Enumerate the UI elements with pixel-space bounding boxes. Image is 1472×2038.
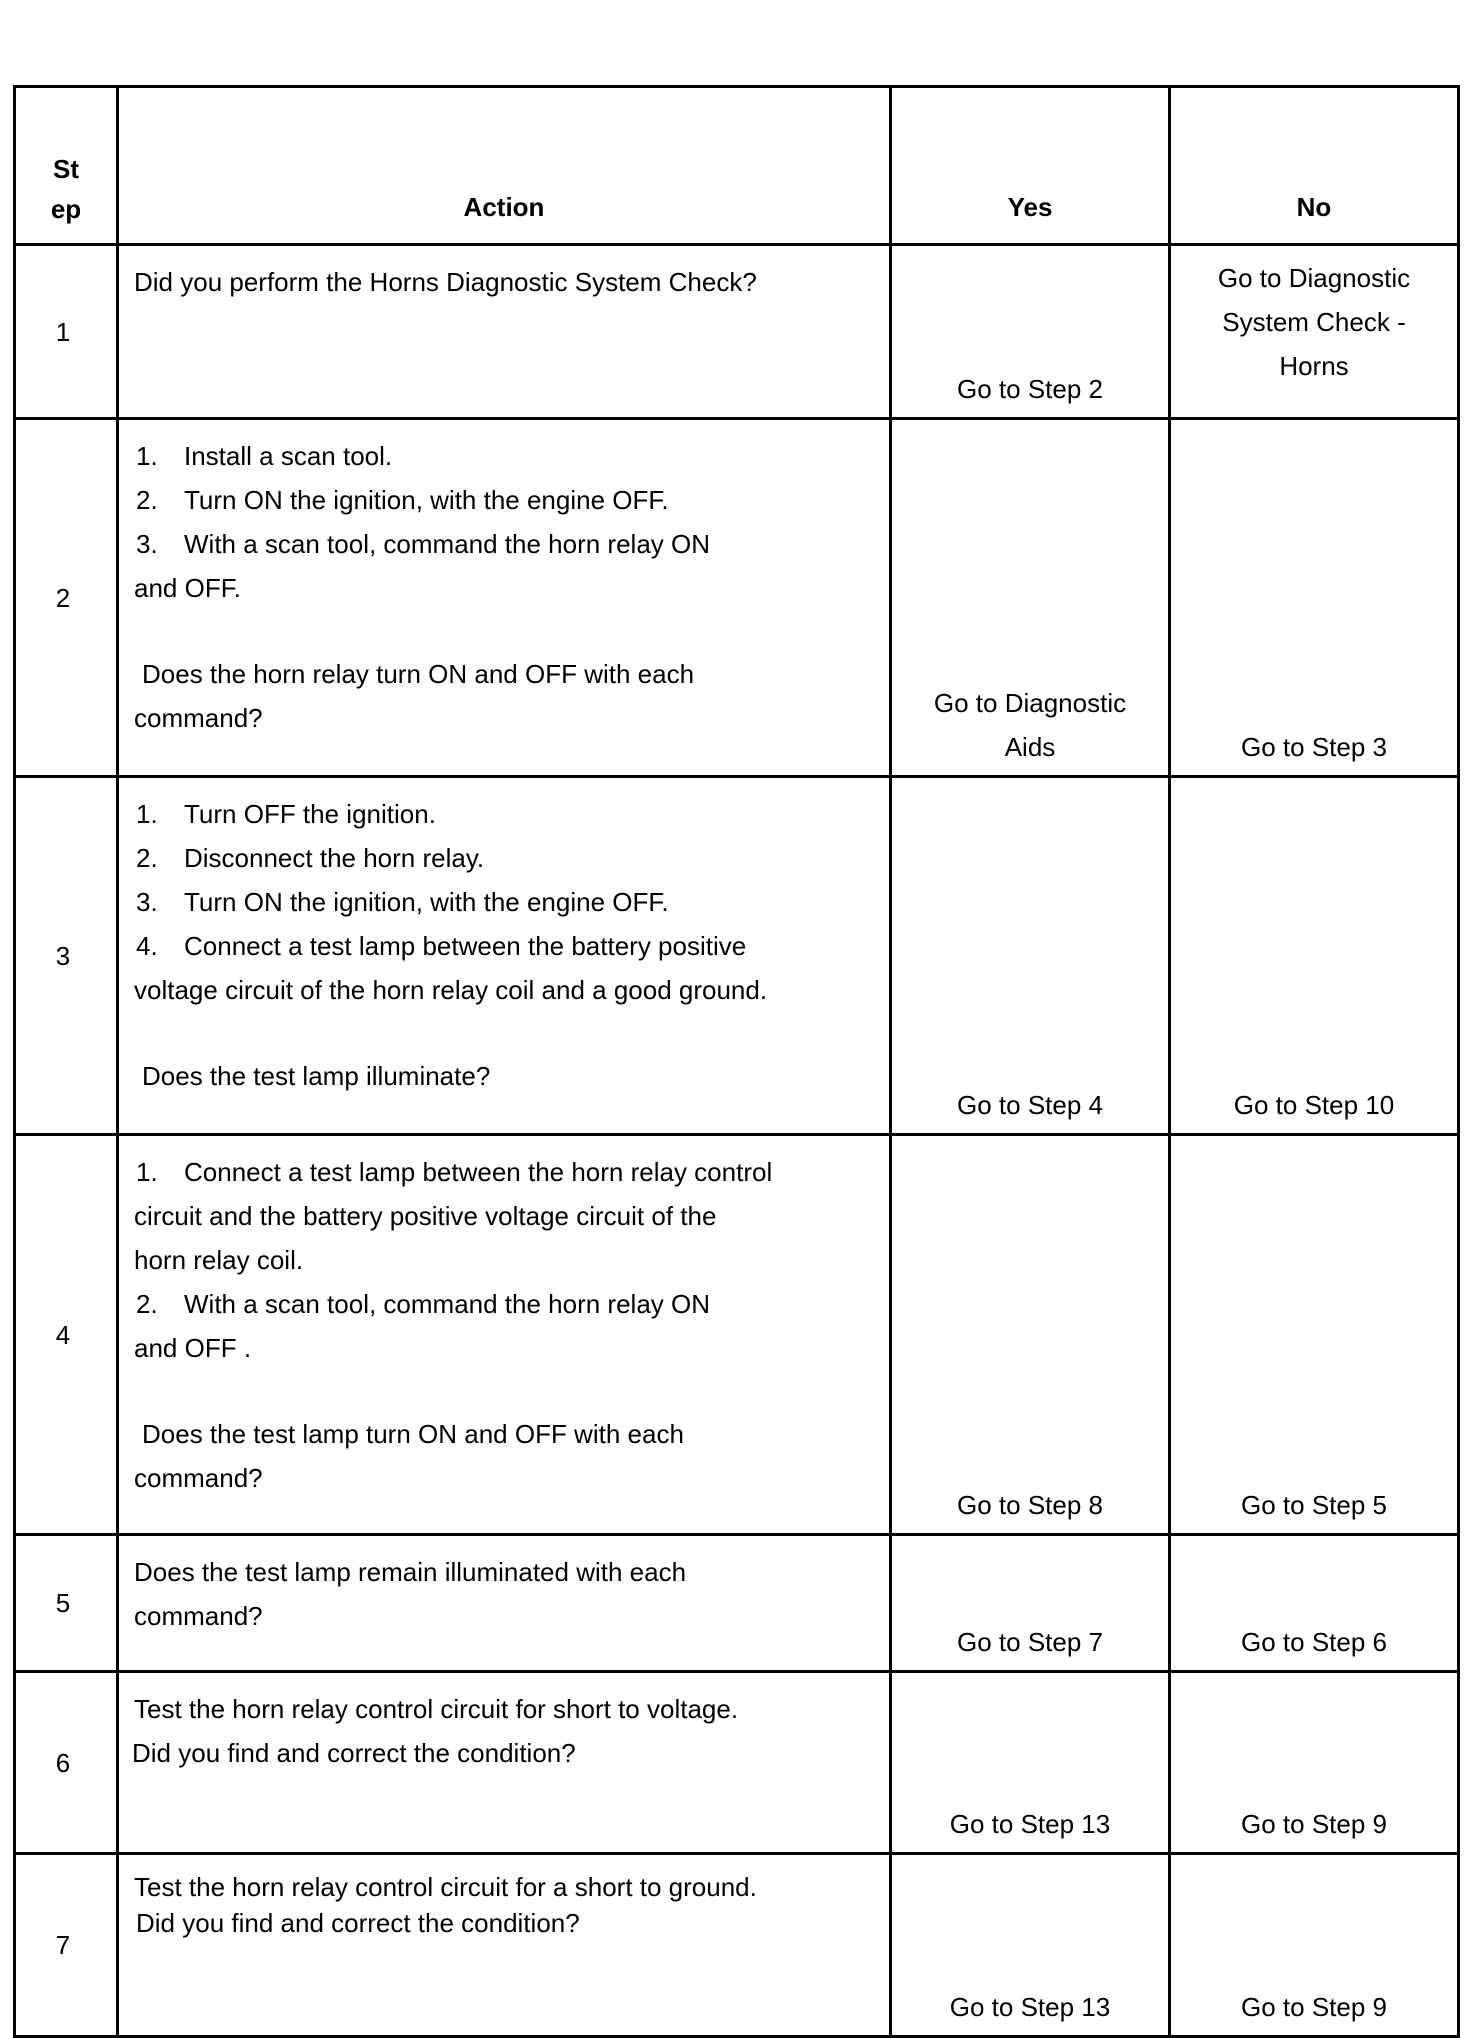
no-link-line[interactable]: Horns	[1279, 351, 1349, 381]
action-line: 2. With a scan tool, command the horn relay ON	[136, 1289, 711, 1319]
yes-cell	[891, 1854, 1170, 2037]
table-row	[15, 1535, 1459, 1672]
step-number: 1	[15, 245, 118, 419]
no-link-line[interactable]: Go to Diagnostic	[1217, 263, 1411, 293]
question-line: Does the test lamp turn ON and OFF with each	[142, 1419, 684, 1449]
yes-link[interactable]: Go to Step 2	[957, 374, 1103, 404]
yes-link[interactable]: Go to Step 8	[957, 1490, 1103, 1520]
action-cell	[118, 419, 891, 777]
yes-link-line[interactable]: Go to Diagnostic	[933, 688, 1127, 718]
no-link-line[interactable]: System Check -	[1222, 307, 1406, 337]
question-line: Does the test lamp illuminate?	[142, 1061, 491, 1091]
action-cell	[118, 1854, 891, 2037]
no-link[interactable]: Go to Step 10	[1233, 1090, 1395, 1120]
action-cell	[118, 245, 891, 419]
question-line: command?	[134, 1463, 263, 1493]
step-number: 5	[15, 1535, 118, 1672]
action-text: Did you perform the Horns Diagnostic System Check?	[134, 267, 757, 297]
step-number: 3	[15, 777, 118, 1135]
action-line: Did you find and correct the condition?	[136, 1908, 580, 1938]
action-line: circuit and the battery positive voltage circuit of the	[134, 1201, 717, 1231]
header-action: Action	[118, 87, 891, 245]
no-cell	[1170, 245, 1459, 419]
header-yes: Yes	[891, 87, 1170, 245]
action-line: 1. Connect a test lamp between the horn relay control	[136, 1157, 773, 1187]
action-line: 1. Install a scan tool.	[136, 441, 393, 471]
yes-cell	[891, 245, 1170, 419]
action-line: Does the test lamp remain illuminated with each	[134, 1557, 687, 1587]
action-line: 3. With a scan tool, command the horn relay ON	[136, 529, 711, 559]
no-link[interactable]: Go to Step 6	[1241, 1627, 1387, 1657]
step-number: 6	[15, 1672, 118, 1854]
action-line: voltage circuit of the horn relay coil and a good ground.	[134, 975, 768, 1005]
table-row	[15, 419, 1459, 777]
question-line: Does the horn relay turn ON and OFF with each	[142, 659, 695, 689]
step-number: 2	[15, 419, 118, 777]
header-step-line2: ep	[50, 194, 82, 224]
no-cell	[1170, 1672, 1459, 1854]
yes-cell	[891, 419, 1170, 777]
yes-link[interactable]: Go to Step 13	[949, 1992, 1111, 2022]
action-line: 2. Disconnect the horn relay.	[136, 843, 485, 873]
action-line: 4. Connect a test lamp between the battery positive	[136, 931, 747, 961]
yes-cell	[891, 1672, 1170, 1854]
action-line: Test the horn relay control circuit for short to voltage.	[134, 1694, 739, 1724]
action-line: 2. Turn ON the ignition, with the engine OFF.	[136, 485, 669, 515]
action-line: 1. Turn OFF the ignition.	[136, 799, 436, 829]
action-line: and OFF.	[134, 573, 241, 603]
action-line: command?	[134, 1601, 263, 1631]
diagnostic-page	[13, 85, 1457, 2038]
no-link[interactable]: Go to Step 5	[1241, 1490, 1387, 1520]
header-no: No	[1170, 87, 1459, 245]
table-row	[15, 1854, 1459, 2037]
yes-link[interactable]: Go to Step 4	[957, 1090, 1103, 1120]
no-cell	[1170, 1535, 1459, 1672]
step-number: 7	[15, 1854, 118, 2037]
yes-link-line[interactable]: Aids	[1004, 732, 1056, 762]
yes-cell	[891, 1135, 1170, 1535]
step-number: 4	[15, 1135, 118, 1535]
header-step	[15, 87, 118, 245]
no-cell	[1170, 1854, 1459, 2037]
yes-cell	[891, 1535, 1170, 1672]
no-link[interactable]: Go to Step 3	[1241, 732, 1387, 762]
action-cell	[118, 1135, 891, 1535]
action-line: 3. Turn ON the ignition, with the engine OFF.	[136, 887, 669, 917]
action-cell	[118, 1535, 891, 1672]
no-cell	[1170, 1135, 1459, 1535]
action-line: and OFF .	[134, 1333, 252, 1363]
action-line: Did you find and correct the condition?	[132, 1738, 576, 1768]
action-cell	[118, 777, 891, 1135]
yes-cell	[891, 777, 1170, 1135]
table-row	[15, 1135, 1459, 1535]
no-link[interactable]: Go to Step 9	[1241, 1809, 1387, 1839]
yes-link[interactable]: Go to Step 13	[949, 1809, 1111, 1839]
table-row	[15, 1672, 1459, 1854]
diagnostic-table	[13, 85, 1460, 2038]
no-link[interactable]: Go to Step 9	[1241, 1992, 1387, 2022]
header-step-line1: St	[53, 154, 79, 184]
action-cell	[118, 1672, 891, 1854]
table-header-row	[15, 87, 1459, 245]
action-line: Test the horn relay control circuit for a short to ground.	[134, 1872, 757, 1902]
no-cell	[1170, 777, 1459, 1135]
action-line: horn relay coil.	[134, 1245, 304, 1275]
table-row	[15, 245, 1459, 419]
question-line: command?	[134, 703, 263, 733]
table-row	[15, 777, 1459, 1135]
no-cell	[1170, 419, 1459, 777]
yes-link[interactable]: Go to Step 7	[957, 1627, 1103, 1657]
